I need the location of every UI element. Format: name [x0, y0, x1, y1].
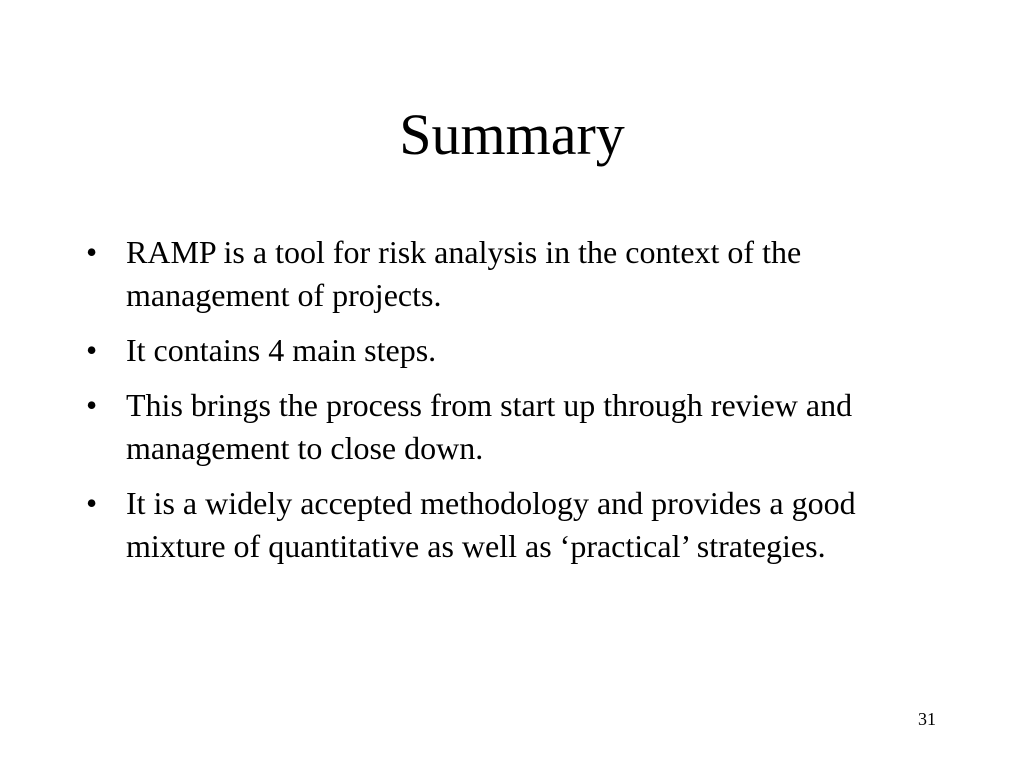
bullet-text: This brings the process from start up through review and management to close down.	[126, 387, 853, 466]
page-number: 31	[918, 709, 936, 729]
slide-title: Summary	[399, 102, 625, 167]
bullet-item	[86, 384, 936, 470]
bullet-marker: •	[86, 234, 98, 270]
bullet-list	[86, 231, 936, 580]
bullet-text: It contains 4 main steps.	[126, 332, 437, 368]
bullet-text: It is a widely accepted methodology and provides a good mixture of quantitative as well as ‘practical’ strategies.	[126, 485, 856, 564]
bullet-text: RAMP is a tool for risk analysis in the context of the management of projects.	[126, 234, 802, 313]
bullet-item	[86, 482, 936, 568]
bullet-marker: •	[86, 485, 98, 521]
bullet-marker: •	[86, 332, 98, 368]
bullet-item	[86, 231, 936, 317]
bullet-marker: •	[86, 387, 98, 423]
bullet-item	[86, 329, 936, 372]
